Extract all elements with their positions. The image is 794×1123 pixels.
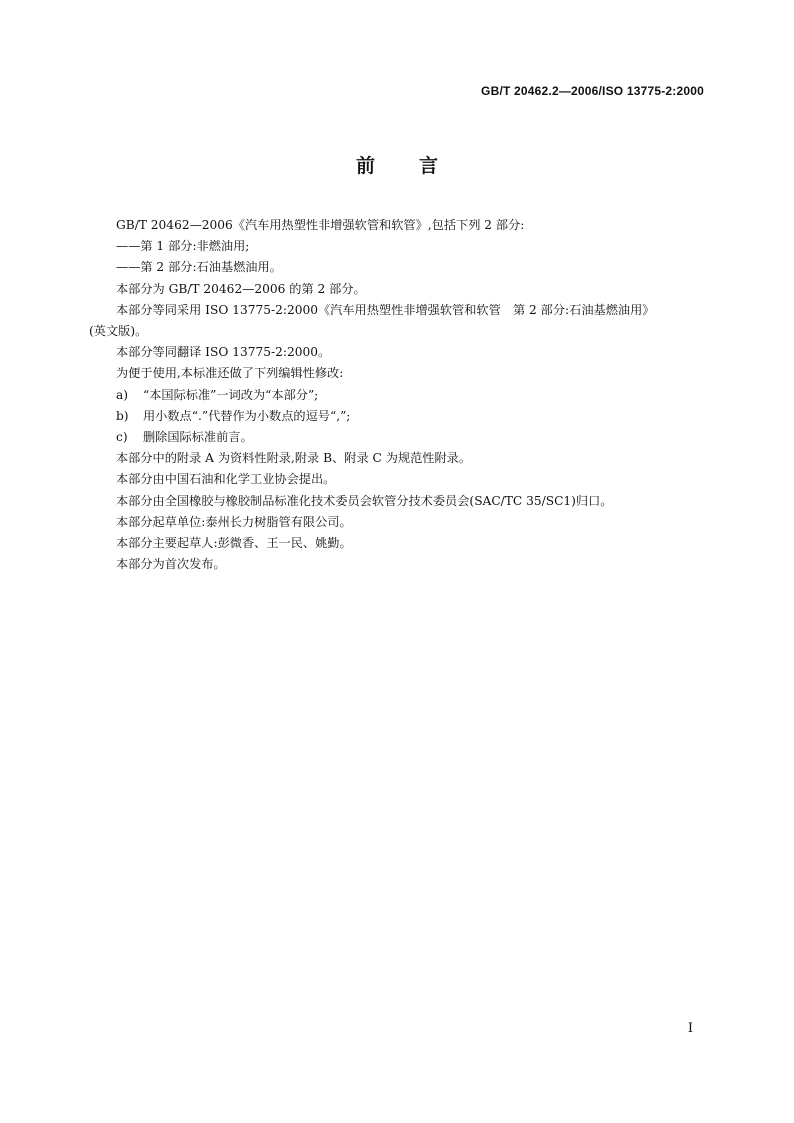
paragraph: 本部分为 GB/T 20462—2006 的第 2 部分。	[116, 281, 366, 296]
paragraph: 本部分主要起草人:彭微香、王一民、姚勤。	[116, 536, 352, 551]
list-item-part-1: ——第 1 部分:非燃油用;	[116, 239, 250, 254]
paragraph-continuation: (英文版)。	[89, 324, 148, 339]
paragraph: 为便于使用,本标准还做了下列编辑性修改:	[116, 366, 344, 381]
item-text: 用小数点“.”代替作为小数点的逗号“,”;	[143, 408, 351, 423]
paragraph: GB/T 20462—2006《汽车用热塑性非增强软管和软管》,包括下列 2 部分:	[116, 218, 525, 232]
modification-item	[89, 406, 709, 427]
item-text: “本国际标准”一词改为“本部分”;	[143, 387, 319, 402]
page-title	[0, 151, 794, 178]
paragraph: 本部分由全国橡胶与橡胶制品标准化技术委员会软管分技术委员会(SAC/TC 35/SC1)归口。	[116, 493, 613, 508]
title-char-1: 前	[355, 155, 375, 177]
paragraph: 本部分为首次发布。	[116, 557, 226, 572]
paragraph: 本部分中的附录 A 为资料性附录,附录 B、附录 C 为规范性附录。	[116, 451, 472, 466]
standard-code: GB/T 20462.2—2006/ISO 13775-2:2000	[481, 84, 704, 98]
paragraph: 本部分起草单位:泰州长力树脂管有限公司。	[116, 514, 352, 529]
title-char-2: 言	[419, 155, 439, 177]
paragraph: 本部分等同采用 ISO 13775-2:2000《汽车用热塑性非增强软管和软管 第 2 部分:石油基燃油用》	[116, 302, 655, 317]
modification-item	[89, 385, 709, 406]
page-number: I	[687, 1021, 693, 1036]
item-label: b)	[116, 408, 129, 423]
item-label: a)	[116, 387, 129, 402]
foreword-body	[89, 215, 709, 575]
modification-item	[89, 427, 709, 448]
item-text: 删除国际标准前言。	[143, 430, 253, 445]
paragraph: 本部分等同翻译 ISO 13775-2:2000。	[116, 345, 331, 360]
item-label: c)	[116, 430, 128, 445]
paragraph: 本部分由中国石油和化学工业协会提出。	[116, 472, 336, 487]
list-item-part-2: ——第 2 部分:石油基燃油用。	[116, 260, 282, 275]
